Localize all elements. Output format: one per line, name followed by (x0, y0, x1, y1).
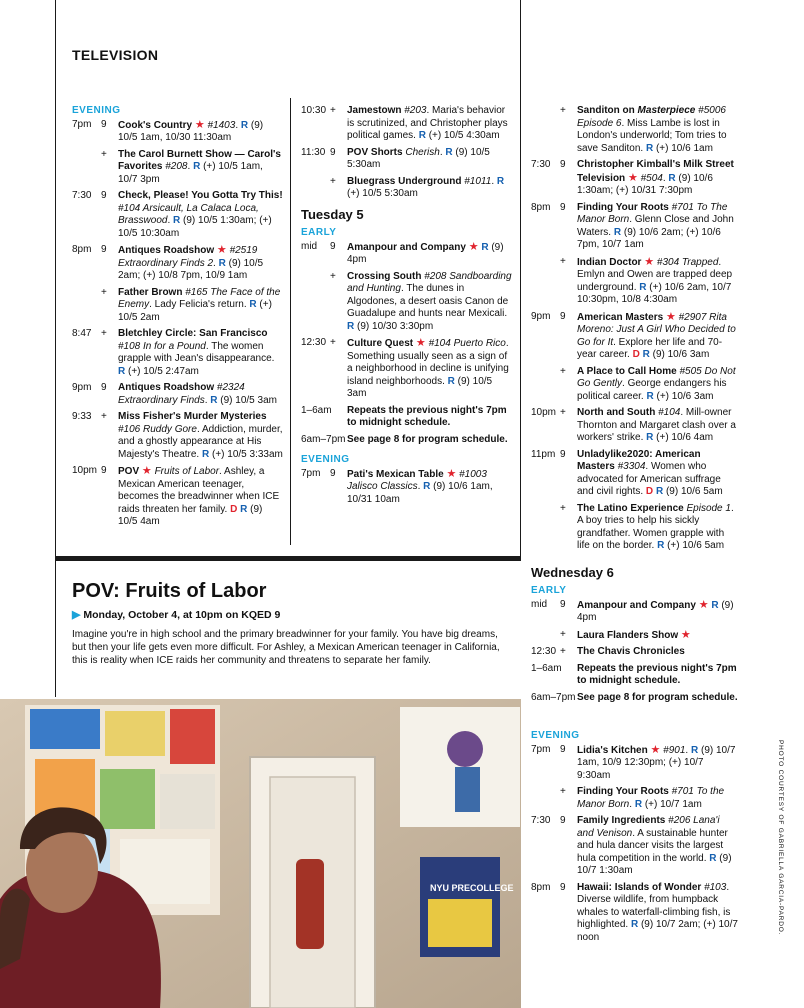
program-listing (301, 241, 513, 267)
period-label-early: EARLY (531, 585, 567, 596)
program-listing (531, 663, 738, 688)
feature-top-rule (55, 556, 521, 561)
program-listing (72, 465, 284, 529)
listing-description: Indian Doctor ★ #304 Trapped. Emlyn and Owen are trapped deep underground. R (+) 10/6 2am, 10/7 10:30pm, 10/8 4:30am (577, 255, 733, 305)
play-triangle-icon: ▶ (72, 609, 81, 621)
listing-channel: + (101, 411, 107, 422)
listing-description: Cook's Country ★ #1403. R (9) 10/5 1am, 10/30 11:30am (118, 118, 264, 143)
listing-time: 7pm (301, 467, 321, 479)
schedule-column-3 (531, 105, 738, 948)
program-listing (531, 366, 738, 404)
listing-description: Family Ingredients #206 Lana'i and Venison. A sustainable hunter and hula dancer visits the largest hula competition in the world. R (9) 10/7 1:30am (577, 815, 732, 876)
listing-channel: + (560, 255, 566, 267)
listing-description: Culture Quest ★ #104 Puerto Rico. Something usually seen as a sign of a neighborhood in decline is unifying island neighborhoods. R (9) 10/5 3am (347, 337, 509, 399)
listing-time: mid (301, 240, 318, 252)
listing-time (531, 629, 560, 643)
listing-time (531, 105, 560, 155)
program-listing (531, 407, 738, 445)
column-rule-1 (290, 98, 291, 545)
program-listing (531, 105, 738, 155)
listing-description: Bluegrass Underground #1011. R (+) 10/5 5:30am (347, 175, 505, 199)
period-label-early: EARLY (301, 227, 337, 238)
poster-text: NYU PRECOLLEGE (430, 883, 514, 893)
listing-channel: 9 (560, 310, 566, 322)
listing-description: Miss Fisher's Murder Mysteries #106 Ruddy Gore. Addiction, murder, and a ghostly appearance at His Majesty's Theatre. R (+) 10/5 3:33am (118, 411, 283, 460)
program-listing (531, 646, 738, 659)
program-listing (72, 149, 284, 187)
listing-time: 8pm (531, 201, 551, 213)
listing-time (531, 366, 560, 404)
listing-time: 8pm (72, 244, 92, 255)
program-listing (531, 786, 738, 811)
program-listing (531, 503, 738, 553)
listing-channel: 9 (330, 240, 336, 252)
program-listing (72, 382, 284, 407)
listing-channel: + (101, 286, 107, 298)
listing-time: 7pm (531, 743, 551, 755)
listing-time: 1–6am (531, 662, 562, 674)
listing-description: Sanditon on Masterpiece #5006 Episode 6. Miss Lambe is lost in London's underworld; Tom tries to save Sanditon. R (+) 10/6 1am (577, 105, 727, 154)
feature-airtime (72, 608, 280, 621)
listing-channel: 9 (560, 598, 566, 610)
feature-description: Imagine you're in high school and the primary breadwinner for your family. You have big dreams, but then your life gets even more difficult. For Ashley, a Mexican American teenager in California, this is reality when ICE raids her community and threatens to separate her family. (72, 629, 500, 666)
listing-channel: + (560, 786, 566, 797)
listing-time: 1–6am (301, 404, 332, 416)
program-listing (72, 328, 284, 378)
listing-time (72, 149, 101, 187)
listing-time: 10pm (531, 407, 557, 418)
schedule-column-2 (301, 105, 513, 510)
program-listing (301, 147, 513, 172)
listing-time: mid (531, 598, 548, 610)
listing-channel: 9 (101, 382, 107, 393)
listing-time: 9pm (72, 382, 92, 393)
listing-time: 12:30 (531, 646, 557, 657)
program-listing (72, 119, 284, 145)
listing-time: 9:33 (72, 411, 92, 422)
program-listing (531, 629, 738, 643)
listing-channel: + (101, 328, 107, 339)
listing-channel: + (560, 502, 566, 514)
listing-channel: 9 (101, 118, 107, 130)
listing-description: Amanpour and Company ★ R (9) 4pm (347, 240, 504, 265)
listing-channel: + (330, 105, 336, 116)
program-listing (531, 692, 738, 705)
listing-channel: 9 (330, 146, 336, 158)
listing-channel: 9 (101, 190, 107, 201)
program-listing (301, 405, 513, 430)
program-listing (301, 468, 513, 507)
program-listing (531, 882, 738, 945)
listing-description: Pati's Mexican Table ★ #1003 Jalisco Classics. R (9) 10/6 1am, 10/31 10am (347, 467, 493, 505)
left-column-rule (55, 0, 56, 697)
program-listing (301, 271, 513, 334)
listing-description: Check, Please! You Gotta Try This! #104 Arsicault, La Calaca Loca, Brasswood. R (9) 10/5 1:30am; (+) 10/5 10:30am (118, 190, 283, 239)
program-listing (72, 287, 284, 325)
listing-description: Bletchley Circle: San Francisco #108 In for a Pound. The women grapple with Jean's disappearance. R (+) 10/5 2:47am (118, 328, 275, 377)
listing-channel: 9 (560, 881, 566, 893)
schedule-column-1 (72, 105, 284, 533)
listing-description: North and South #104. Mill-owner Thornton and Margaret clash over a workers' strike. R (+) 10/6 4am (577, 407, 736, 443)
program-listing (531, 202, 738, 252)
listing-channel: + (560, 628, 566, 640)
listing-time: 8pm (531, 881, 551, 893)
program-listing (301, 337, 513, 401)
feature-title: POV: Fruits of Labor (72, 580, 267, 602)
listing-description: Crossing South #208 Sandboarding and Hunting. The dunes in Algodones, a desert oasis Canon de Guadalupe and hunts near Mexicali. R (9) 10/30 3:30pm (347, 270, 512, 332)
listing-description: POV ★ Fruits of Labor. Ashley, a Mexican American teenager, becomes the breadwinner when ICE raids threaten her family. D R (9) 10/5 4am (118, 465, 280, 527)
listing-description: POV Shorts Cherish. R (9) 10/5 5:30am (347, 146, 490, 170)
listing-description: Unladylike2020: American Masters #3304. Women who advocated for American suffrage and civil rights. D R (9) 10/6 5am (577, 448, 723, 497)
listing-channel: 9 (560, 201, 566, 213)
listing-description: Repeats the previous night's 7pm to midnight schedule. (577, 662, 737, 686)
day-heading-tuesday: Tuesday 5 (301, 206, 364, 222)
listing-description: The Latino Experience Episode 1. A boy tries to help his sickly grandfather. Women grapple with life on the border. R (+) 10/6 5am (577, 502, 734, 551)
listing-description: Jamestown #203. Maria's behavior is scrutinized, and Christopher plays political games. R (+) 10/5 4:30am (347, 105, 508, 141)
listing-description: Repeats the previous night's 7pm to midnight schedule. (347, 404, 507, 428)
listing-channel: 9 (560, 159, 566, 170)
program-listing (301, 105, 513, 143)
listing-time (301, 176, 330, 201)
listing-channel: + (560, 646, 566, 657)
listing-time (72, 287, 101, 325)
listing-time: 6am–7pm (301, 433, 346, 445)
listing-channel (330, 405, 347, 430)
listing-time (301, 271, 330, 334)
listing-channel: + (330, 175, 336, 187)
program-listing (301, 434, 513, 447)
listing-time: 6am–7pm (531, 691, 576, 703)
listing-channel (560, 663, 577, 688)
listing-description: The Chavis Chronicles (577, 646, 685, 657)
program-listing (72, 244, 284, 283)
program-listing (72, 411, 284, 461)
program-listing (531, 256, 738, 307)
listing-time (531, 503, 560, 553)
listing-description: The Carol Burnett Show — Carol's Favorites #208. R (+) 10/5 1am, 10/7 3pm (118, 148, 281, 185)
listing-time: 10:30 (301, 105, 327, 116)
listing-channel: + (330, 337, 336, 348)
listing-channel: + (560, 365, 566, 377)
classroom-photo-illustration (0, 699, 521, 1008)
photo-credit: PHOTO COURTESY OF GABRIELLA GARCIA-PARDO. (777, 740, 784, 936)
period-label-evening: EVENING (531, 730, 580, 741)
listing-time: 7pm (72, 118, 92, 130)
period-label-evening: EVENING (301, 454, 350, 465)
listing-channel: 9 (560, 448, 566, 460)
listing-time: 7:30 (531, 159, 551, 170)
listing-time: 11pm (531, 448, 556, 460)
listing-description: Antiques Roadshow ★ #2519 Extraordinary Finds 2. R (9) 10/5 2am; (+) 10/8 7pm, 10/9 1am (118, 244, 264, 281)
listing-description: Laura Flanders Show ★ (577, 628, 691, 641)
listing-channel: + (560, 105, 566, 116)
listing-channel: 9 (560, 815, 566, 826)
program-listing (531, 449, 738, 499)
listing-description: Antiques Roadshow #2324 Extraordinary Finds. R (9) 10/5 3am (118, 382, 277, 406)
listing-time: 9pm (531, 310, 551, 322)
listing-time: 7:30 (72, 190, 92, 201)
listing-time: 10pm (72, 465, 98, 476)
program-listing (531, 815, 738, 878)
period-label-evening: EVENING (72, 105, 121, 116)
listing-description: Hawaii: Islands of Wonder #103. Diverse wildlife, from humpback whales to waterfall-climbing fish, is highlighted. R (9) 10/7 2am; (+) 10/7 noon (577, 881, 738, 943)
listing-time: 11:30 (301, 146, 326, 158)
listing-description: American Masters ★ #2907 Rita Moreno: Just A Girl Who Decided to Go for It. Explore her life and 70-year career. D R (9) 10/6 3am (577, 310, 736, 360)
listing-time: 7:30 (531, 815, 551, 826)
listing-channel: 9 (101, 465, 107, 476)
listing-description: Finding Your Roots #701 To the Manor Born. R (+) 10/7 1am (577, 786, 725, 810)
listing-description: See page 8 for program schedule. (347, 433, 508, 445)
feature-airtime-text: Monday, October 4, at 10pm on KQED 9 (83, 609, 281, 621)
day-heading-wednesday: Wednesday 6 (531, 564, 614, 580)
listing-description: Amanpour and Company ★ R (9) 4pm (577, 598, 734, 623)
listing-description: Father Brown #165 The Face of the Enemy. Lady Felicia's return. R (+) 10/5 2am (118, 286, 281, 323)
program-listing (531, 311, 738, 362)
listing-time (531, 786, 560, 811)
column-rule-2 (520, 0, 521, 558)
listing-time: 12:30 (301, 337, 327, 348)
listing-channel: + (330, 270, 336, 282)
listing-channel: 9 (330, 467, 336, 479)
listing-channel: + (560, 407, 566, 418)
section-title: TELEVISION (72, 47, 159, 63)
listing-channel: 9 (560, 743, 566, 755)
program-listing (531, 599, 738, 625)
feature-photo (0, 699, 521, 1008)
listing-description: A Place to Call Home #505 Do Not Go Gently. George endangers his political career. R (+) 10/6 3am (577, 365, 736, 402)
listing-channel: + (101, 148, 107, 160)
program-listing (301, 176, 513, 201)
listing-description: Lidia's Kitchen ★ #901. R (9) 10/7 1am, 10/9 12:30pm; (+) 10/7 9:30am (577, 743, 736, 781)
listing-description: Christopher Kimball's Milk Street Television ★ #504. R (9) 10/6 1:30am; (+) 10/31 7:30pm (577, 159, 734, 196)
program-listing (531, 159, 738, 198)
listing-description: Finding Your Roots #701 To The Manor Born. Glenn Close and John Waters. R (9) 10/6 2am; (+) 10/6 7pm, 10/7 1am (577, 201, 734, 250)
program-listing (531, 744, 738, 783)
listing-time (531, 256, 560, 307)
listing-time: 8:47 (72, 328, 92, 339)
program-listing (72, 190, 284, 240)
listing-channel: 9 (101, 244, 107, 255)
listing-description: See page 8 for program schedule. (577, 691, 738, 703)
